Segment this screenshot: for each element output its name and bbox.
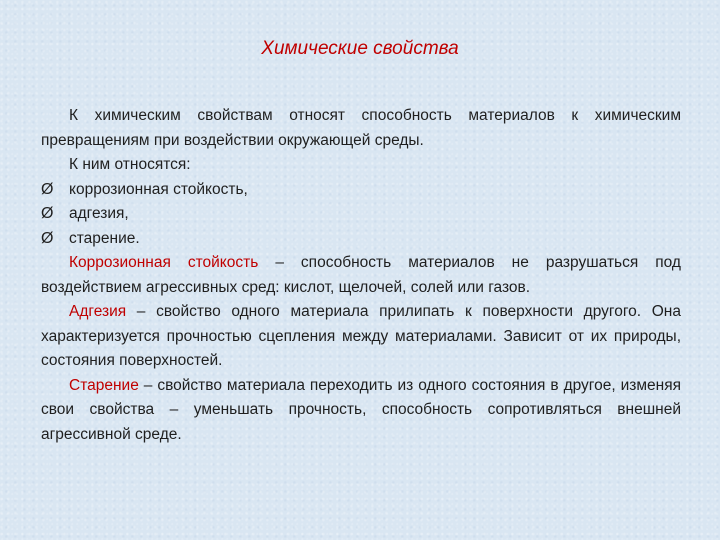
arrow-bullet-icon: Ø bbox=[41, 180, 54, 198]
definition-term: Старение bbox=[69, 376, 139, 394]
list-item bbox=[41, 178, 681, 203]
list-intro: К ним относятся: bbox=[69, 156, 191, 173]
list-item-text: адгезия, bbox=[69, 205, 129, 222]
definition-term: Коррозионная стойкость bbox=[69, 254, 259, 271]
list-item-text: старение. bbox=[69, 229, 140, 247]
definition-adhesion bbox=[41, 300, 681, 374]
slide-body bbox=[41, 104, 681, 447]
list-item bbox=[41, 202, 681, 227]
definition-text: – способность материалов не разрушаться под воздействием агрессивных сред: кислот, щелочей, солей или газов. bbox=[41, 254, 681, 296]
property-list bbox=[41, 178, 681, 252]
intro-paragraph: К химическим свойствам относят способность материалов к химическим превращениям при воздействии окружающей среды. bbox=[41, 107, 681, 149]
definition-corrosion bbox=[41, 251, 681, 300]
arrow-bullet-icon: Ø bbox=[41, 229, 54, 247]
list-item bbox=[41, 227, 681, 252]
definition-aging bbox=[41, 374, 681, 448]
definition-text: – свойство одного материала прилипать к поверхности другого. Она характеризуется прочностью сцепления между материалами. Зависит от их природы, состояния поверхностей. bbox=[41, 303, 681, 369]
list-item-text: коррозионная стойкость, bbox=[69, 180, 248, 198]
arrow-bullet-icon: Ø bbox=[41, 205, 54, 222]
definition-term: Адгезия bbox=[69, 303, 127, 320]
slide-title: Химические свойства bbox=[261, 38, 459, 59]
definition-text: – свойство материала переходить из одного состояния в другое, изменяя свои свойства – уменьшать прочность, способность сопротивляться внешней агрессивной среде. bbox=[41, 376, 681, 443]
